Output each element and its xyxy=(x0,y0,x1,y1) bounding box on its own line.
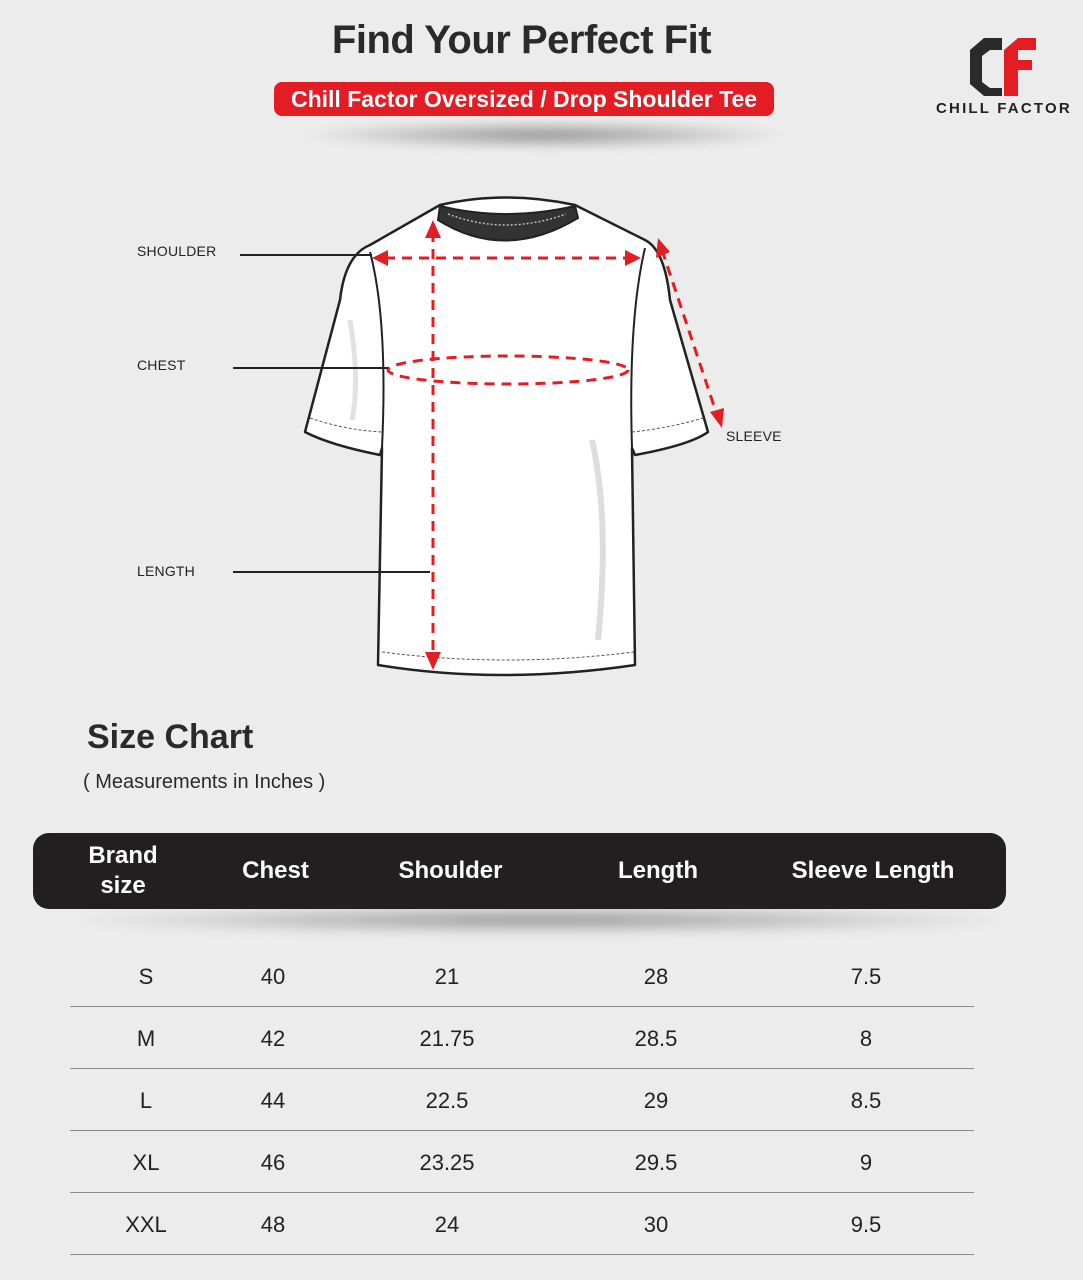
table-row xyxy=(70,1193,974,1255)
column-header-brand-size: Brand size xyxy=(88,842,158,899)
size-chart-units: ( Measurements in Inches ) xyxy=(83,771,326,793)
column-header-chest: Chest xyxy=(242,857,309,884)
cell-length: 28.5 xyxy=(634,1026,678,1051)
cell-chest: 48 xyxy=(260,1212,286,1237)
cell-shoulder: 23.25 xyxy=(419,1150,475,1175)
cell-chest: 40 xyxy=(260,964,286,989)
cell-shoulder: 24 xyxy=(434,1212,460,1237)
column-header-sleeve-length: Sleeve Length xyxy=(791,857,955,884)
cell-size: L xyxy=(139,1088,153,1113)
cell-chest: 42 xyxy=(260,1026,286,1051)
table-row xyxy=(70,1007,974,1069)
cell-sleeve-length: 8.5 xyxy=(850,1088,882,1113)
cell-size: M xyxy=(136,1026,156,1051)
cell-length: 29 xyxy=(643,1088,669,1113)
length-label: LENGTH xyxy=(137,563,195,579)
page-title: Find Your Perfect Fit xyxy=(331,18,712,62)
subtitle-shadow xyxy=(300,120,790,150)
chest-label: CHEST xyxy=(137,357,186,373)
brand-name: CHILL FACTOR xyxy=(936,100,1072,117)
tshirt-outline xyxy=(305,198,708,676)
column-header-shoulder: Shoulder xyxy=(398,857,503,884)
table-header-shadow xyxy=(60,905,1020,935)
column-header-length: Length xyxy=(618,857,698,884)
table-row xyxy=(70,1131,974,1193)
shoulder-label: SHOULDER xyxy=(137,243,217,259)
table-row xyxy=(70,1069,974,1131)
cell-sleeve-length: 7.5 xyxy=(850,964,882,989)
cell-length: 28 xyxy=(643,964,669,989)
cell-sleeve-length: 9.5 xyxy=(850,1212,882,1237)
product-subtitle-badge: Chill Factor Oversized / Drop Shoulder Tee xyxy=(274,82,774,116)
cell-length: 30 xyxy=(643,1212,669,1237)
cell-chest: 46 xyxy=(260,1150,286,1175)
cell-shoulder: 21.75 xyxy=(419,1026,475,1051)
brand-logo xyxy=(936,36,1076,120)
cell-shoulder: 22.5 xyxy=(425,1088,469,1113)
cell-size: XL xyxy=(132,1150,160,1175)
cell-shoulder: 21 xyxy=(434,964,460,989)
cell-length: 29.5 xyxy=(634,1150,678,1175)
table-row xyxy=(70,945,974,1007)
size-table-header xyxy=(33,833,1006,909)
size-chart-title: Size Chart xyxy=(87,718,254,756)
cell-size: S xyxy=(138,964,154,989)
cell-sleeve-length: 8 xyxy=(859,1026,873,1051)
cell-sleeve-length: 9 xyxy=(859,1150,873,1175)
cell-size: XXL xyxy=(125,1212,167,1237)
sleeve-label: SLEEVE xyxy=(726,428,782,444)
size-table-body xyxy=(70,945,974,1255)
cell-chest: 44 xyxy=(260,1088,286,1113)
cf-logo-icon xyxy=(968,36,1038,96)
